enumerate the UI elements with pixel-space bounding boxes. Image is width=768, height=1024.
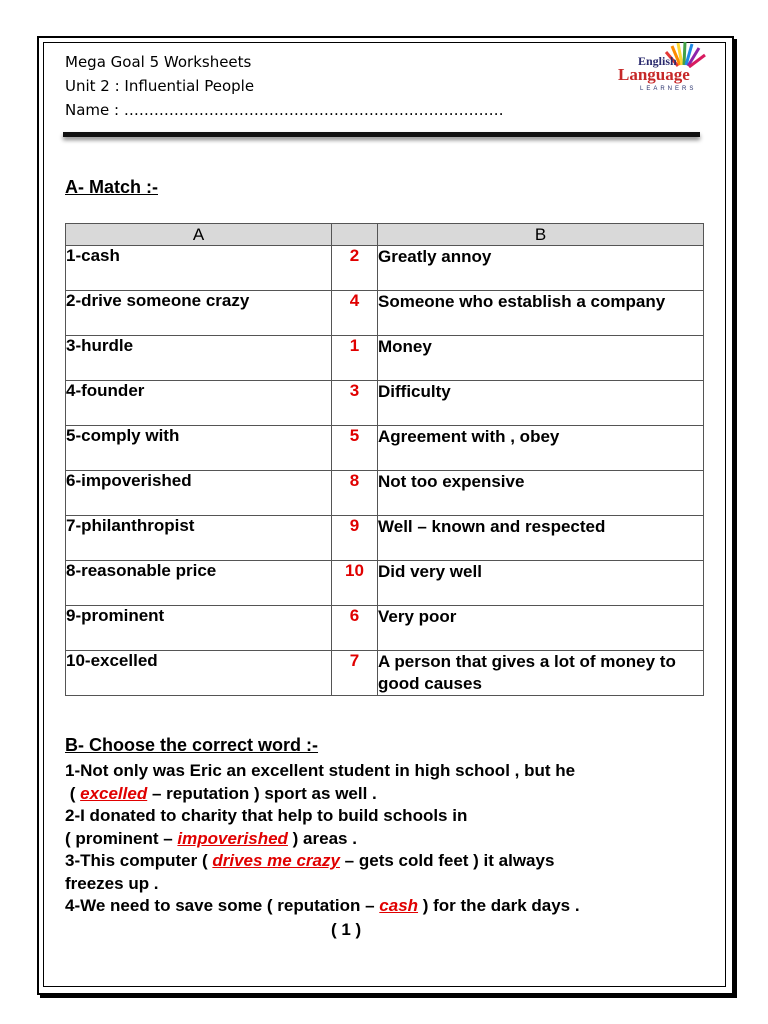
table-row <box>66 606 704 651</box>
question-text: – gets cold feet ) it always <box>339 851 555 870</box>
logo-word-language <box>618 65 690 85</box>
answer-number: 4 <box>332 291 378 336</box>
table-row <box>66 291 704 336</box>
question-text: ) areas . <box>287 828 357 848</box>
page-number: ( 1 ) <box>331 920 362 939</box>
definition-cell: A person that gives a lot of money to good causes <box>378 651 704 696</box>
question-text: – reputation ) sport as well . <box>147 783 377 803</box>
question-1-line-1: 1-Not only was Eric an excellent student in high school , but he <box>65 761 576 780</box>
table-row <box>66 381 704 426</box>
answer-number: 8 <box>332 471 378 516</box>
answer-number: 10 <box>332 561 378 606</box>
definition-cell: Did very well <box>378 561 704 606</box>
worksheet-header <box>65 50 504 122</box>
definition-cell: Difficulty <box>378 381 704 426</box>
section-b-title: B- Choose the correct word :- <box>65 735 319 755</box>
logo-word-learners: LEARNERS <box>640 86 697 92</box>
table-row <box>66 426 704 471</box>
answer-word: cash <box>379 896 419 915</box>
table-row <box>66 561 704 606</box>
answer-number: 7 <box>332 651 378 696</box>
table-row <box>66 651 704 696</box>
question-2-line-1: 2-I donated to charity that help to build schools in <box>65 806 468 825</box>
section-a-title: A- Match :- <box>65 177 158 197</box>
definition-cell: Not too expensive <box>378 471 704 516</box>
question-4-line <box>65 895 705 918</box>
question-text: ( <box>65 783 81 803</box>
answer-word: impoverished <box>177 828 288 848</box>
term-cell: 9-prominent <box>66 606 332 651</box>
logo-letters: Language <box>618 65 690 84</box>
answer-number: 2 <box>332 246 378 291</box>
definition-cell: Agreement with , obey <box>378 426 704 471</box>
name-line: Name : ………………………………………………….……………… <box>65 101 504 119</box>
answer-word: excelled <box>80 783 148 803</box>
answer-number: 3 <box>332 381 378 426</box>
column-number-header <box>332 224 378 246</box>
term-cell: 6-impoverished <box>66 471 332 516</box>
table-row <box>66 516 704 561</box>
answer-word: drives me crazy <box>212 851 340 870</box>
logo-word-english: English <box>638 54 677 68</box>
answer-number: 9 <box>332 516 378 561</box>
match-table <box>65 223 704 696</box>
term-cell: 2-drive someone crazy <box>66 291 332 336</box>
question-text: 4-We need to save some ( reputation – <box>65 896 380 915</box>
term-cell: 7-philanthropist <box>66 516 332 561</box>
question-1-line-2 <box>65 783 705 806</box>
question-3-line-2: freezes up . <box>65 873 159 893</box>
question-text: 3-This computer ( <box>65 851 213 870</box>
definition-cell: Money <box>378 336 704 381</box>
term-cell: 5-comply with <box>66 426 332 471</box>
term-cell: 8-reasonable price <box>66 561 332 606</box>
definition-cell: Very poor <box>378 606 704 651</box>
answer-number: 1 <box>332 336 378 381</box>
definition-cell: Well – known and respected <box>378 516 704 561</box>
table-row <box>66 336 704 381</box>
table-row <box>66 471 704 516</box>
column-b-header: B <box>378 224 704 246</box>
answer-number: 6 <box>332 606 378 651</box>
english-language-learners-logo <box>612 40 712 100</box>
question-text: ) for the dark days . <box>418 896 580 915</box>
header-divider <box>63 132 700 137</box>
worksheet-title: Mega Goal 5 Worksheets <box>65 53 252 71</box>
definition-cell: Greatly annoy <box>378 246 704 291</box>
question-text: ( prominent – <box>65 828 178 848</box>
term-cell: 4-founder <box>66 381 332 426</box>
table-row <box>66 246 704 291</box>
question-3-line-1 <box>65 850 705 873</box>
column-a-header: A <box>66 224 332 246</box>
definition-cell: Someone who establish a company <box>378 291 704 336</box>
term-cell: 1-cash <box>66 246 332 291</box>
question-2-line-2 <box>65 828 705 851</box>
answer-number: 5 <box>332 426 378 471</box>
section-b-questions <box>65 760 705 918</box>
term-cell: 10-excelled <box>66 651 332 696</box>
term-cell: 3-hurdle <box>66 336 332 381</box>
unit-title: Unit 2 : Influential People <box>65 77 255 95</box>
match-table-header <box>66 224 704 246</box>
